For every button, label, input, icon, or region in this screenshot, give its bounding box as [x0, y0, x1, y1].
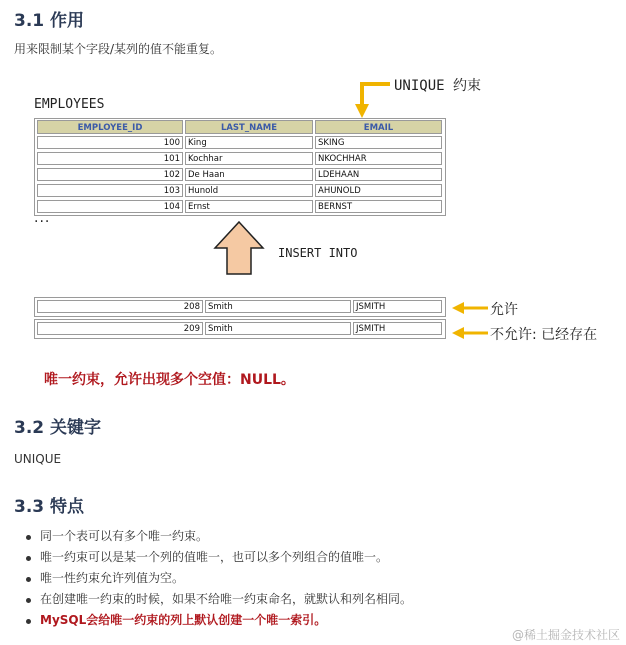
table-cell: 208	[37, 300, 203, 313]
insert-into-label: INSERT INTO	[278, 246, 358, 260]
table-cell: AHUNOLD	[315, 184, 442, 197]
list-item: 唯一性约束允许列值为空。	[22, 568, 412, 589]
table-cell: SKING	[315, 136, 442, 149]
list-item: 在创建唯一约束的时候，如果不给唯一约束命名，就默认和列名相同。	[22, 589, 412, 610]
column-header: EMPLOYEE_ID	[37, 120, 183, 134]
watermark: @稀土掘金技术社区	[511, 628, 620, 642]
table-cell: King	[185, 136, 313, 149]
table-cell: BERNST	[315, 200, 442, 213]
insert-row-rejected	[34, 319, 446, 339]
list-item: 唯一约束可以是某一个列的值唯一，也可以多个列组合的值唯一。	[22, 547, 412, 568]
table-cell: 104	[37, 200, 183, 213]
table-cell: Kochhar	[185, 152, 313, 165]
diagram-caption: 唯一约束，允许出现多个空值：NULL。	[44, 372, 295, 388]
unique-constraint-label: UNIQUE 约束	[394, 78, 482, 94]
rejected-arrow-icon	[452, 327, 488, 339]
list-item-highlight: MySQL会给唯一约束的列上默认创建一个唯一索引。	[22, 610, 412, 631]
table-cell: 101	[37, 152, 183, 165]
allowed-note: 允许	[490, 302, 518, 318]
table-cell: 103	[37, 184, 183, 197]
table-cell: 100	[37, 136, 183, 149]
table-cell: LDEHAAN	[315, 168, 442, 181]
unique-constraint-diagram	[0, 70, 626, 400]
feature-list	[22, 526, 412, 631]
column-header: LAST_NAME	[185, 120, 313, 134]
unique-arrow-icon	[352, 76, 392, 122]
insert-row-allowed	[34, 297, 446, 317]
insert-up-arrow-icon	[213, 220, 265, 276]
table-cell: NKOCHHAR	[315, 152, 442, 165]
employees-table	[34, 118, 446, 216]
rejected-note: 不允许: 已经存在	[490, 327, 598, 343]
section-3-3-title: 3.3 特点	[14, 497, 85, 517]
allowed-arrow-icon	[452, 302, 488, 314]
table-name: EMPLOYEES	[34, 97, 105, 112]
section-3-2-title: 3.2 关键字	[14, 418, 102, 438]
table-cell: Smith	[205, 300, 351, 313]
table-ellipsis: ...	[34, 210, 51, 226]
keyword-text: UNIQUE	[14, 452, 62, 466]
list-item: 同一个表可以有多个唯一约束。	[22, 526, 412, 547]
table-cell: Smith	[205, 322, 351, 335]
table-row	[35, 184, 445, 198]
table-row	[35, 152, 445, 166]
table-cell: Hunold	[185, 184, 313, 197]
table-cell: Ernst	[185, 200, 313, 213]
section-3-1-description: 用来限制某个字段/某列的值不能重复。	[14, 42, 223, 56]
column-header: EMAIL	[315, 120, 442, 134]
table-row	[35, 168, 445, 182]
table-cell: 209	[37, 322, 203, 335]
table-row	[35, 200, 445, 214]
table-row	[35, 136, 445, 150]
table-cell: De Haan	[185, 168, 313, 181]
table-cell: 102	[37, 168, 183, 181]
table-header-row	[35, 120, 445, 134]
section-3-1-title: 3.1 作用	[14, 11, 85, 31]
table-cell: JSMITH	[353, 300, 442, 313]
table-cell: JSMITH	[353, 322, 442, 335]
